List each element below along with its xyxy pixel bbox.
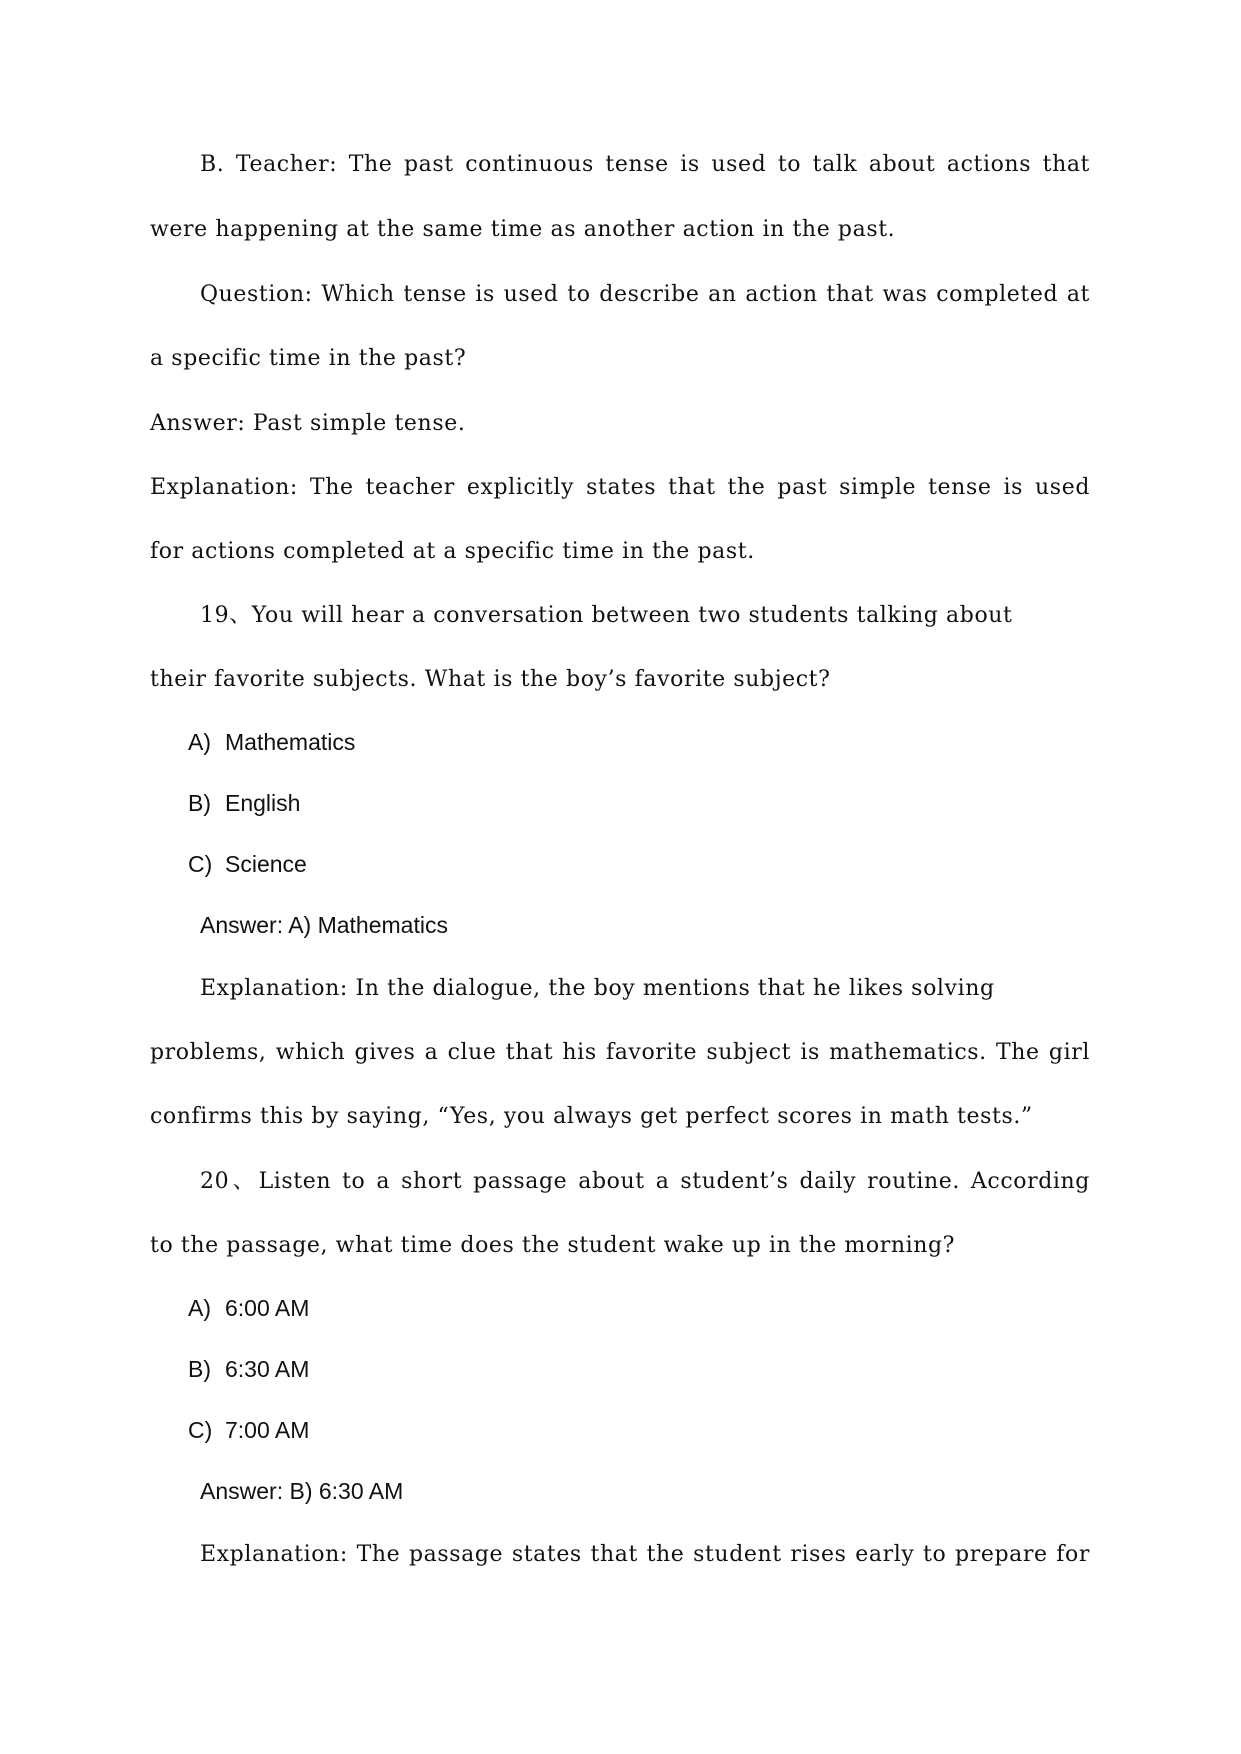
explanation-line: Explanation: The passage states that the student rises early to prepare for: [200, 1542, 1090, 1567]
option-text: Science: [225, 851, 307, 877]
q20-option-a: [188, 1293, 1128, 1323]
q20-option-b: [188, 1354, 1128, 1384]
text-line: B. Teacher: The past continuous tense is used to talk about actions that: [200, 152, 1090, 177]
explanation-line: confirms this by saying, “Yes, you always get perfect scores in math tests.”: [150, 1104, 1033, 1129]
explanation-line: Explanation: In the dialogue, the boy mentions that he likes solving: [200, 976, 995, 1001]
q19-answer: Answer: A) Mathematics: [200, 912, 448, 938]
explanation-line: for actions completed at a specific time in the past.: [150, 539, 755, 564]
question-line: a specific time in the past?: [150, 346, 467, 371]
option-text: Mathematics: [225, 729, 356, 755]
question-20-line: to the passage, what time does the student wake up in the morning?: [150, 1233, 956, 1258]
option-text: 7:00 AM: [225, 1417, 310, 1443]
q20-answer: Answer: B) 6:30 AM: [200, 1478, 404, 1504]
question-19-line: their favorite subjects. What is the boy’s favorite subject?: [150, 667, 831, 692]
option-label: A): [188, 729, 211, 755]
option-text: 6:30 AM: [225, 1356, 310, 1382]
explanation-line: problems, which gives a clue that his favorite subject is mathematics. The girl: [150, 1040, 1090, 1065]
question-line: Question: Which tense is used to describe an action that was completed at: [200, 282, 1090, 307]
q19-option-c: [188, 849, 1128, 879]
q19-option-b: [188, 788, 1128, 818]
option-label: B): [188, 790, 211, 816]
question-20-line: 20、Listen to a short passage about a student’s daily routine. According: [200, 1169, 1090, 1194]
answer-line: Answer: Past simple tense.: [150, 411, 466, 436]
explanation-line: Explanation: The teacher explicitly states that the past simple tense is used: [150, 475, 1090, 500]
option-text: English: [225, 790, 301, 816]
q19-option-a: [188, 727, 1128, 757]
option-label: C): [188, 851, 213, 877]
option-label: B): [188, 1356, 211, 1382]
option-text: 6:00 AM: [225, 1295, 310, 1321]
text-line: were happening at the same time as another action in the past.: [150, 217, 896, 242]
option-label: C): [188, 1417, 213, 1443]
question-19-line: 19、You will hear a conversation between two students talking about: [200, 603, 1013, 628]
q20-option-c: [188, 1415, 1128, 1445]
option-label: A): [188, 1295, 211, 1321]
